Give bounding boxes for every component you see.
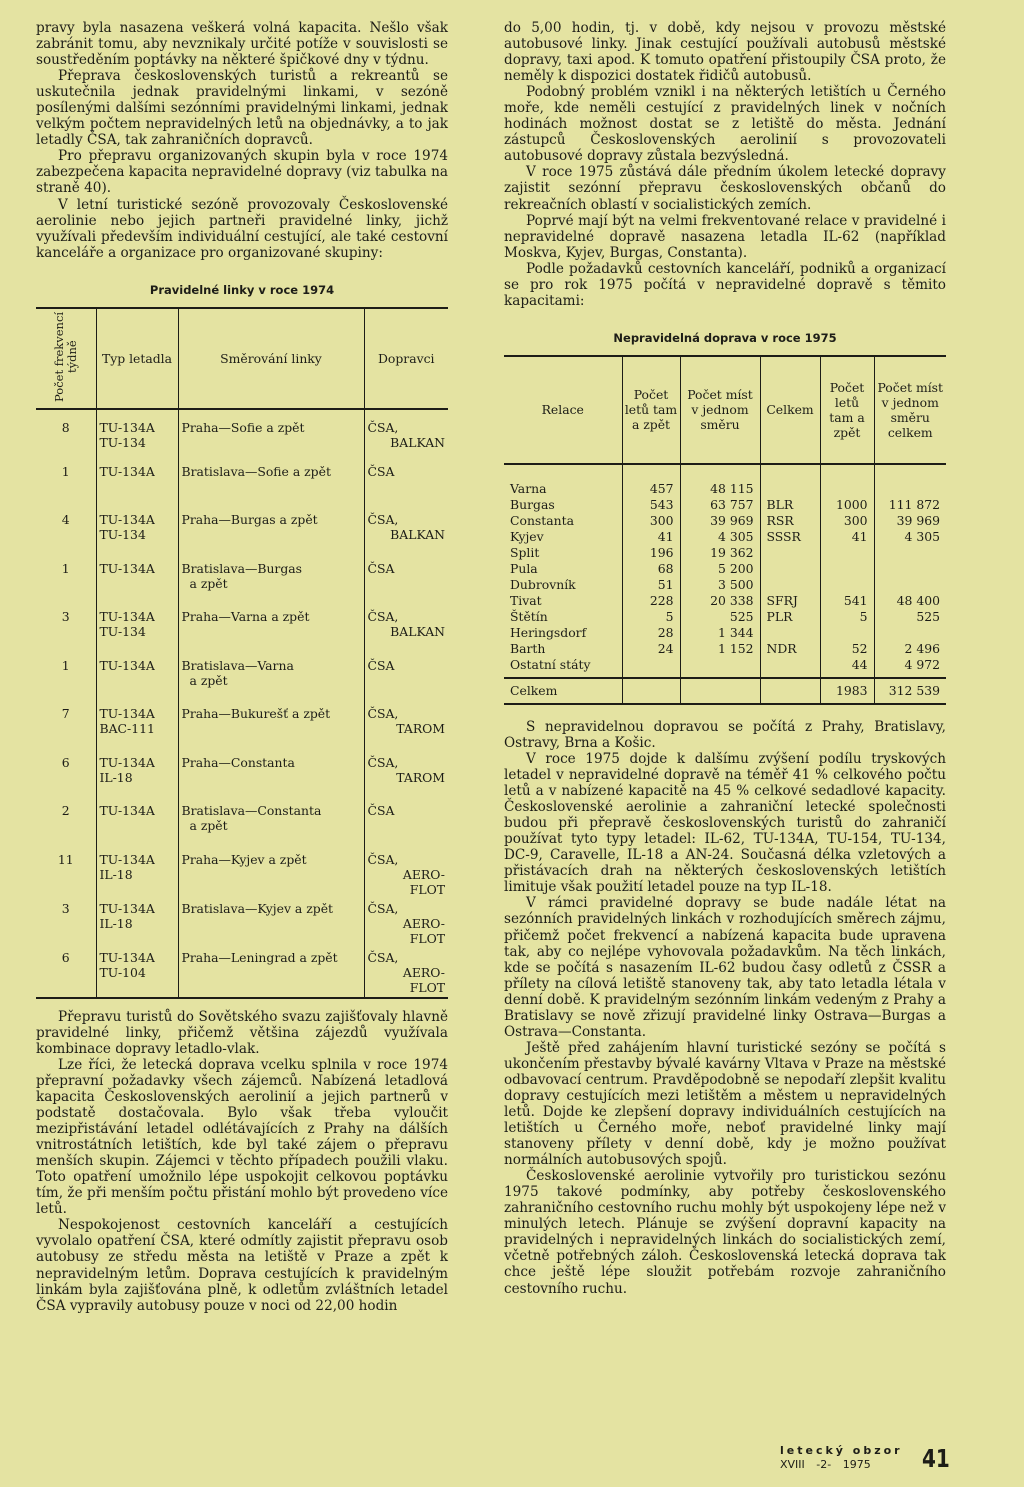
route-cell: Praha—Burgas a zpět xyxy=(178,510,364,559)
carrier-cell: ČSA, BALKAN xyxy=(364,607,448,656)
paragraph: Československé aerolinie vytvořily pro turistickou sezónu 1975 takové podmínky, aby potřeby československého zahraničního cestovního ruchu mohly být uspokojeny lépe než v minulých letech. Plánuje se zvýšení dopravní kapacity na pravidelných i nepravidelných linkách do socialistických zemí, včetně potřebných záloh. Československá letecká doprava tak chce ještě lépe sloužit potřebám rozvoje zahraničního cestovního ruchu. xyxy=(504,1168,946,1297)
column-header: Počet míst v jednom směru celkem xyxy=(874,356,946,464)
relace-cell: Tivat xyxy=(510,593,542,609)
relace-cell: Heringsdorf xyxy=(510,625,587,641)
seats-cell: 1 344 xyxy=(680,625,760,641)
frequency-cell: 7 xyxy=(61,706,70,722)
total-flights-cell xyxy=(820,625,874,641)
paragraph: do 5,00 hodin, tj. v době, kdy nejsou v provozu městské autobusové linky. Jinak cestující používali autobusů městské dopravy, taxi apod. K tomuto opatření přistoupily ČSA proto, že neměly k dispozici dostatek řidičů autobusů. xyxy=(504,20,946,85)
carrier-cell: ČSA, TAROM xyxy=(364,704,448,753)
aircraft-type-cell: TU-134A IL-18 xyxy=(96,899,178,948)
relace-cell: Celkem xyxy=(504,678,622,704)
frequency-cell: 1 xyxy=(61,657,70,673)
country-cell xyxy=(760,464,820,497)
flights-cell: 68 xyxy=(622,561,680,577)
paragraph: Podle požadavků cestovních kanceláří, podniků a organizací se pro rok 1975 počítá v nepravidelné dopravě s těmito kapacitami: xyxy=(504,260,946,309)
carrier-cell: ČSA xyxy=(364,656,448,705)
relace-cell: Burgas xyxy=(510,497,555,513)
aircraft-type-cell: TU-134A TU-134 xyxy=(96,607,178,656)
paragraph: V letní turistické sezóně provozovaly Československé aerolinie nebo jejich partneři pravidelné linky, jichž využívali především individuální cestující, ale také cestovní kanceláře a organizace pro organizované skupiny: xyxy=(36,196,448,261)
relace-cell: Split xyxy=(510,545,540,561)
carrier-cell: ČSA, BALKAN xyxy=(364,510,448,559)
carrier-cell: ČSA xyxy=(364,559,448,608)
column-header: Počet letů tam a zpět xyxy=(820,356,874,464)
seats-cell: 1 152 xyxy=(680,641,760,657)
paragraph: V roce 1975 zůstává dále předním úkolem letecké dopravy zajistit sezónní přepravu československých občanů do rekreačních oblastí v socialistických zemích. xyxy=(504,164,946,213)
table-row xyxy=(504,593,946,609)
aircraft-type-cell: TU-134A xyxy=(96,656,178,705)
table-row xyxy=(504,561,946,577)
flights-cell: 5 xyxy=(622,609,680,625)
column-header: Počet frekvencí týdně xyxy=(36,308,96,409)
seats-cell xyxy=(680,678,760,704)
route-cell: Bratislava—Varna a zpět xyxy=(178,656,364,705)
column-header: Směrování linky xyxy=(178,308,364,409)
table-row xyxy=(504,513,946,529)
country-cell xyxy=(760,678,820,704)
paragraph: Přeprava československých turistů a rekreantů se uskutečnila jednak pravidelnými linkami, v sezóně posílenými dalšími sezónními pravidelnými linkami, jednak velkým počtem nepravidelných letů na objednávky, a to jak letadly ČSA, tak zahraničních dopravců. xyxy=(36,68,448,149)
aircraft-type-cell: TU-134A IL-18 xyxy=(96,753,178,802)
column-header: Relace xyxy=(504,356,622,464)
total-seats-cell: 4 305 xyxy=(874,529,946,545)
total-flights-cell xyxy=(820,464,874,497)
aircraft-type-cell: TU-134A TU-134 xyxy=(96,409,178,462)
table-row xyxy=(36,462,448,511)
paragraph: Pro přepravu organizovaných skupin byla v roce 1974 zabezpečena kapacita nepravidelné dopravy (viz tabulka na straně 40). xyxy=(36,148,448,197)
total-seats-cell: 2 496 xyxy=(874,641,946,657)
aircraft-type-cell: TU-134A TU-104 xyxy=(96,948,178,998)
table-row xyxy=(36,850,448,899)
paragraph: Přepravu turistů do Sovětského svazu zajišťovaly hlavně pravidelné linky, přičemž většina zájezdů využívala kombinace dopravy letadlo-vlak. xyxy=(36,1008,448,1057)
table-row xyxy=(504,625,946,641)
table-row xyxy=(36,899,448,948)
carrier-cell: ČSA, AERO- FLOT xyxy=(364,948,448,998)
table-row xyxy=(36,656,448,705)
seats-cell: 4 305 xyxy=(680,529,760,545)
table-row xyxy=(36,801,448,850)
seats-cell: 48 115 xyxy=(680,464,760,497)
seats-cell: 63 757 xyxy=(680,497,760,513)
country-cell: RSR xyxy=(760,513,820,529)
aircraft-type-cell: TU-134A BAC-111 xyxy=(96,704,178,753)
table-row xyxy=(504,529,946,545)
total-seats-cell: 39 969 xyxy=(874,513,946,529)
frequency-cell: 11 xyxy=(57,851,74,867)
page-number: 41 xyxy=(922,1444,950,1473)
route-cell: Praha—Sofie a zpět xyxy=(178,409,364,462)
total-flights-cell: 41 xyxy=(820,529,874,545)
relace-cell: Pula xyxy=(510,561,538,577)
total-seats-cell: 48 400 xyxy=(874,593,946,609)
total-seats-cell xyxy=(874,561,946,577)
country-cell xyxy=(760,545,820,561)
carrier-cell: ČSA, AERO- FLOT xyxy=(364,899,448,948)
table-row xyxy=(36,607,448,656)
aircraft-type-cell: TU-134A xyxy=(96,559,178,608)
total-flights-cell: 44 xyxy=(820,657,874,678)
magazine-name: letecký obzor xyxy=(780,1444,903,1457)
total-seats-cell: 312 539 xyxy=(874,678,946,704)
country-cell xyxy=(760,577,820,593)
route-cell: Praha—Kyjev a zpět xyxy=(178,850,364,899)
table-row xyxy=(36,559,448,608)
seats-cell xyxy=(680,657,760,678)
paragraph: pravy byla nasazena veškerá volná kapacita. Nešlo však zabránit tomu, aby nevznikaly určité potíže v souvislosti se soustředěním poptávky na některé špičkové dny v týdnu. xyxy=(36,20,448,69)
route-cell: Praha—Varna a zpět xyxy=(178,607,364,656)
total-seats-cell xyxy=(874,577,946,593)
total-flights-cell: 541 xyxy=(820,593,874,609)
aircraft-type-cell: TU-134A TU-134 xyxy=(96,510,178,559)
flights-cell: 196 xyxy=(622,545,680,561)
flights-cell: 543 xyxy=(622,497,680,513)
paragraph: S nepravidelnou dopravou se počítá z Prahy, Bratislavy, Ostravy, Brna a Košic. xyxy=(504,718,946,751)
carrier-cell: ČSA, TAROM xyxy=(364,753,448,802)
country-cell: NDR xyxy=(760,641,820,657)
column-header: Celkem xyxy=(760,356,820,464)
total-flights-cell: 1000 xyxy=(820,497,874,513)
seats-cell: 19 362 xyxy=(680,545,760,561)
total-seats-cell xyxy=(874,464,946,497)
table-row xyxy=(504,464,946,497)
relace-cell: Constanta xyxy=(510,513,574,529)
table-row xyxy=(36,409,448,462)
total-flights-cell: 52 xyxy=(820,641,874,657)
country-cell: SFRJ xyxy=(760,593,820,609)
country-cell xyxy=(760,561,820,577)
frequency-cell: 8 xyxy=(61,419,70,435)
table-row xyxy=(504,545,946,561)
country-cell xyxy=(760,657,820,678)
frequency-cell: 4 xyxy=(61,512,70,528)
relace-cell: Barth xyxy=(510,641,546,657)
frequency-cell: 3 xyxy=(61,900,70,916)
page-footer xyxy=(780,1444,903,1471)
route-cell: Bratislava—Sofie a zpět xyxy=(178,462,364,511)
seats-cell: 20 338 xyxy=(680,593,760,609)
relace-cell: Kyjev xyxy=(510,529,544,545)
table-row xyxy=(504,497,946,513)
total-seats-cell: 525 xyxy=(874,609,946,625)
column-header: Počet míst v jednom směru xyxy=(680,356,760,464)
total-flights-cell: 300 xyxy=(820,513,874,529)
carrier-cell: ČSA xyxy=(364,462,448,511)
route-cell: Praha—Leningrad a zpět xyxy=(178,948,364,998)
table-row xyxy=(504,641,946,657)
relace-cell: Varna xyxy=(510,481,547,497)
table-row xyxy=(504,678,946,704)
total-seats-cell: 111 872 xyxy=(874,497,946,513)
table-row xyxy=(504,577,946,593)
flights-cell: 228 xyxy=(622,593,680,609)
flights-cell: 300 xyxy=(622,513,680,529)
aircraft-type-cell: TU-134A IL-18 xyxy=(96,850,178,899)
flights-cell: 51 xyxy=(622,577,680,593)
route-cell: Bratislava—Constanta a zpět xyxy=(178,801,364,850)
seats-cell: 5 200 xyxy=(680,561,760,577)
aircraft-type-cell: TU-134A xyxy=(96,801,178,850)
paragraph: Poprvé mají být na velmi frekventované relace v pravidelné i nepravidelné dopravě nasazena letadla IL-62 (například Moskva, Kyjev, Burgas, Constanta). xyxy=(504,212,946,261)
flights-cell: 28 xyxy=(622,625,680,641)
issue-info: XVIII -2- 1975 xyxy=(780,1458,871,1471)
country-cell: BLR xyxy=(760,497,820,513)
paragraph: Ještě před zahájením hlavní turistické sezóny se počítá s ukončením přestavby bývalé kavárny Vltava v Praze na městské odbavovací centrum. Pravděpodobně se nepodaří zlepšit kvalitu dopravy cestujících mezi letištěm a městem u nepravidelných letů. Dojde ke zlepšení dopravy individuálních cestujících na letištích u Černého moře, neboť pravidelné linky mají stanoveny přílety v denní době, kdy je možno používat normálních autobusových spojů. xyxy=(504,1039,946,1169)
route-cell: Bratislava—Burgas a zpět xyxy=(178,559,364,608)
column-header: Typ letadla xyxy=(96,308,178,409)
seats-cell: 3 500 xyxy=(680,577,760,593)
total-flights-cell: 1983 xyxy=(820,678,874,704)
frequency-cell: 3 xyxy=(61,609,70,625)
paragraph: V rámci pravidelné dopravy se bude nadále létat na sezónních pravidelných linkách v rozhodujících směrech zájmu, přičemž počet frekvencí a nabízená kapacita bude upravena tak, aby co nejlépe vyhovovala požadavkům. Na těch linkách, kde se počítá s nasazením IL-62 budou časy odletů z ČSSR a přílety na cílová letiště stanoveny tak, aby tato letadla létala v denní době. K pravidelným sezónním linkám vedeným z Prahy a Bratislavy se nově zřizují pravidelné linky Ostrava—Burgas a Ostrava—Constanta. xyxy=(504,895,946,1040)
carrier-cell: ČSA xyxy=(364,801,448,850)
flights-cell: 24 xyxy=(622,641,680,657)
table-row xyxy=(504,609,946,625)
carrier-cell: ČSA, BALKAN xyxy=(364,409,448,462)
relace-cell: Štětín xyxy=(510,609,548,625)
total-flights-cell xyxy=(820,577,874,593)
table-row xyxy=(36,510,448,559)
column-header: Počet letů tam a zpět xyxy=(622,356,680,464)
flights-cell: 457 xyxy=(622,464,680,497)
left-column xyxy=(36,20,448,1314)
flights-cell: 41 xyxy=(622,529,680,545)
table-row xyxy=(36,948,448,998)
frequency-cell: 6 xyxy=(61,754,70,770)
total-flights-cell xyxy=(820,545,874,561)
right-column xyxy=(504,20,946,1297)
table-row xyxy=(36,704,448,753)
table-row xyxy=(504,657,946,678)
table-caption: Nepravidelná doprava v roce 1975 xyxy=(613,330,837,345)
route-cell: Praha—Bukurešť a zpět xyxy=(178,704,364,753)
scheduled-lines-table xyxy=(36,307,448,999)
country-cell: SSSR xyxy=(760,529,820,545)
frequency-cell: 2 xyxy=(61,803,70,819)
frequency-cell: 1 xyxy=(61,560,70,576)
total-seats-cell xyxy=(874,545,946,561)
paragraph: Nespokojenost cestovních kanceláří a cestujících vyvolalo opatření ČSA, které odmítly zajistit přepravu osob autobusy ze středu města na letiště v Praze a zpět k nepravidelným letům. Doprava cestujících k pravidelným linkám byla zajišťována plně, k odletům zvláštních letadel ČSA vypravily autobusy pouze v noci od 22,00 hodin xyxy=(36,1217,448,1314)
table-row xyxy=(36,753,448,802)
paragraph: Lze říci, že letecká doprava vcelku splnila v roce 1974 přepravní požadavky všech zájemců. Nabízená letadlová kapacita Československých aerolinií a jejich partnerů v podstatě dostačovala. Bylo však třeba vyloučit mezipřistávání letadel odlétávajících z Prahy na dálších vnitrostátních letištích, kde byl také zájem o přepravu menších skupin. Zájemci v těchto případech použili vlaku. Toto opatření umožnilo lépe uspokojit celkovou poptávku tím, že při menším počtu přistání mohlo být provedeno více letů. xyxy=(36,1056,448,1218)
relace-cell: Dubrovník xyxy=(510,577,576,593)
total-flights-cell xyxy=(820,561,874,577)
frequency-cell: 6 xyxy=(61,949,70,965)
table-caption: Pravidelné linky v roce 1974 xyxy=(149,282,335,297)
country-cell xyxy=(760,625,820,641)
frequency-cell: 1 xyxy=(61,463,70,479)
country-cell: PLR xyxy=(760,609,820,625)
route-cell: Bratislava—Kyjev a zpět xyxy=(178,899,364,948)
carrier-cell: ČSA, AERO- FLOT xyxy=(364,850,448,899)
paragraph: Podobný problém vznikl i na některých letištích u Černého moře, kde neměli cestující z pravidelných linek v nočních hodinách možnost dostat se z letiště do města. Jednání zástupců Československých aerolinií s provozovateli autobusové dopravy zůstala bezvýsledná. xyxy=(504,84,946,165)
column-header: Dopravci xyxy=(364,308,448,409)
paragraph: V roce 1975 dojde k dalšímu zvýšení podílu tryskových letadel v nepravidelné dopravě na téměř 41 % celkového počtu letů a v nabízené kapacitě na 45 % celkové sedadlové kapacity. Československé aerolinie a zahraniční letecké společnosti budou při přepravě československých turistů do zahraničí používat tyto typy letadel: IL-62, TU-134A, TU-154, TU-134, DC-9, Caravelle, IL-18 a AN-24. Současná délka vzletových a přistávacích drah na některých československých letištích limituje však použití letadel pouze na typ IL-18. xyxy=(504,750,946,896)
aircraft-type-cell: TU-134A xyxy=(96,462,178,511)
total-seats-cell xyxy=(874,625,946,641)
seats-cell: 39 969 xyxy=(680,513,760,529)
seats-cell: 525 xyxy=(680,609,760,625)
route-cell: Praha—Constanta xyxy=(178,753,364,802)
charter-table xyxy=(504,355,946,705)
flights-cell xyxy=(622,657,680,678)
total-flights-cell: 5 xyxy=(820,609,874,625)
relace-cell: Ostatní státy xyxy=(510,657,591,673)
total-seats-cell: 4 972 xyxy=(874,657,946,678)
flights-cell xyxy=(622,678,680,704)
